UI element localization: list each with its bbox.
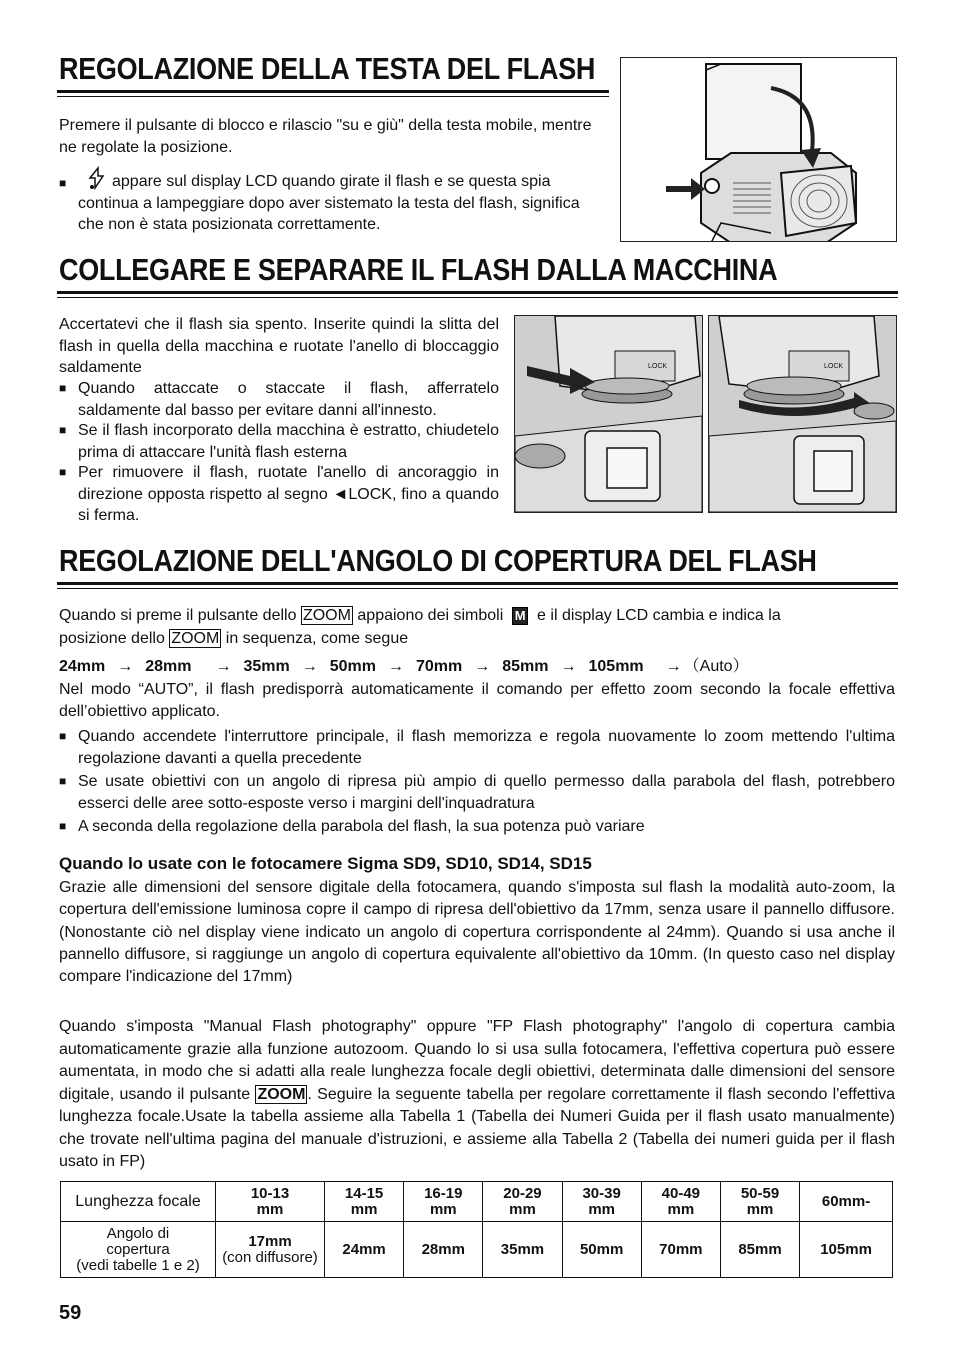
flash-head-illustration <box>620 57 897 242</box>
title-rule-thin <box>57 297 898 298</box>
section3-intro-line2: posizione dello ZOOM in sequenza, come segue <box>59 630 409 647</box>
section2-bullet-2: ■ Se il flash incorporato della macchina è estratto, chiudetelo prima di attaccare l'unità flash esterna <box>59 422 499 461</box>
table-cell: 60mm- <box>800 1182 893 1222</box>
table-cell: 10-13 mm <box>216 1182 325 1222</box>
table-cell: 17mm (con diffusore) <box>216 1222 325 1278</box>
bullet-square: ■ <box>59 176 67 190</box>
zoom-button-label: ZOOM <box>257 1085 306 1103</box>
zoom-sequence: 24mm → 28mm → 35mm → 50mm → 70mm → 85mm → 105mm → （Auto） <box>59 658 749 675</box>
section2-paragraph: Accertatevi che il flash sia spento. Inserite quindi la slitta del flash in quella della macchina e ruotate l'anello di bloccaggio saldamente <box>59 316 499 376</box>
section2-bullet-1: ■ Quando attaccate o staccate il flash, afferratelo saldamente dal basso per evitare danni all'innesto. <box>59 380 499 419</box>
title-rule-thin <box>57 588 898 589</box>
table-cell: 20-29 mm <box>483 1182 562 1222</box>
table-row <box>61 1222 893 1278</box>
table-cell: 105mm <box>800 1222 893 1278</box>
section3-intro-line1: Quando si preme il pulsante dello ZOOM appaiono dei simboli M e il display LCD cambia e indica la <box>59 607 781 624</box>
section3-bullet-2: ■ Se usate obiettivi con un angolo di ripresa più ampio di quello permesso dalla parabola del flash, potrebbero esserci delle aree sotto-esposte verso i margini dell'inquadratura <box>59 773 895 812</box>
table-cell: 35mm <box>483 1222 562 1278</box>
table-cell: 70mm <box>641 1222 720 1278</box>
table-cell: 30-39 mm <box>562 1182 641 1222</box>
section3-bullet-1: ■ Quando accendete l'interruttore principale, il flash memorizza e regola nuovamente lo zoom mettendo l'ultima regolazione davanti a quella precedente <box>59 728 895 767</box>
attach-flash-illustration-left <box>514 315 703 513</box>
sigma-paragraph: Grazie alle dimensioni del sensore digitale della fotocamera, quando s'imposta sul flash la modalità auto-zoom, la copertura dell'emissione luminosa copre il campo di ripresa dell'obiettivo da 17mm, senza usare il pannello diffusore. (Nonostante ciò nel display viene indicato un angolo di copertura corrispondente al 24mm). Quando si usa anche il pannello diffusore, si raggiunge un angolo di copertura equivalente all'obiettivo da 10mm. (In questo caso nel display compare l'indicazione del 17mm) <box>59 879 895 986</box>
zoom-button-label: ZOOM <box>302 607 351 624</box>
table-cell: 40-49 mm <box>641 1182 720 1222</box>
table-row <box>61 1182 893 1222</box>
section3-title: REGOLAZIONE DELL'ANGOLO DI COPERTURA DEL FLASH <box>59 544 817 578</box>
page-number: 59 <box>59 1302 82 1324</box>
lock-label: LOCK <box>824 363 844 370</box>
manual-mode-icon: M <box>512 607 528 625</box>
section1-bullet: appare sul display LCD quando girate il flash e se questa spia continua a lampeggiare dopo aver sistemato la testa del flash, significa che non è stata posizionata correttamente. <box>78 173 580 233</box>
title-rule <box>57 582 898 585</box>
table-header-cell: Lunghezza focale <box>61 1182 216 1222</box>
lock-label: LOCK <box>648 363 668 370</box>
title-rule <box>57 291 898 294</box>
table-cell: 24mm <box>325 1222 404 1278</box>
title-rule-thin <box>57 96 609 97</box>
focal-length-table <box>60 1181 893 1278</box>
table-cell: 28mm <box>404 1222 483 1278</box>
table-cell: 16-19 mm <box>404 1182 483 1222</box>
table-cell: 50-59 mm <box>720 1182 799 1222</box>
table-cell: 85mm <box>720 1222 799 1278</box>
section2-bullet-3: ■ Per rimuovere il flash, ruotate l'anello di ancoraggio in direzione opposta rispetto al segno ◄LOCK, fino a quando si ferma. <box>59 464 499 524</box>
title-rule <box>57 90 609 93</box>
manual-fp-paragraph: Quando s'imposta "Manual Flash photography" oppure "FP Flash photography" l'angolo di copertura cambia automaticamente grazie alla funzione autozoom. Quando lo si usa sulla fotocamera, l'effettiva copertura può essere aumentata, in modo che si adatti alla reale lunghezza focale degli obiettivi, determinata dalle dimensioni del sensore digitale, usando il pulsante ZOOM . Seguire la seguente tabella per regolare correttamente il flash secondo l'effettiva lunghezza focale.Usate la tabella assieme alla Tabella 1 (Tabella dei Numeri Guida per il flash usato manualmente) che trovate nell'ultima pagina del manuale d'istruzioni, e assieme alla Tabella 2 (Tabella dei numeri guida per il flash usato in FP) <box>59 1018 896 1170</box>
table-cell: 50mm <box>562 1222 641 1278</box>
auto-mode-paragraph: Nel modo “AUTO”, il flash predisporrà automaticamente il comando per effetto zoom secondo la focale effettiva dell’obiettivo applicato. <box>59 681 895 720</box>
section3-bullet-3: ■ A seconda della regolazione della parabola del flash, la sua potenza può variare <box>59 818 645 835</box>
table-header-cell: Angolo di copertura (vedi tabelle 1 e 2) <box>61 1222 216 1278</box>
zoom-button-label: ZOOM <box>171 630 220 647</box>
table-cell: 14-15 mm <box>325 1182 404 1222</box>
sigma-subheading: Quando lo usate con le fotocamere Sigma SD9, SD10, SD14, SD15 <box>59 854 592 873</box>
section1-paragraph: Premere il pulsante di blocco e rilascio "su e giù" della testa mobile, mentre ne regolate la posizione. <box>59 117 592 156</box>
attach-flash-illustration-right <box>708 315 897 513</box>
section2-title: COLLEGARE E SEPARARE IL FLASH DALLA MACCHINA <box>59 253 778 287</box>
section1-title: REGOLAZIONE DELLA TESTA DEL FLASH <box>59 52 596 86</box>
